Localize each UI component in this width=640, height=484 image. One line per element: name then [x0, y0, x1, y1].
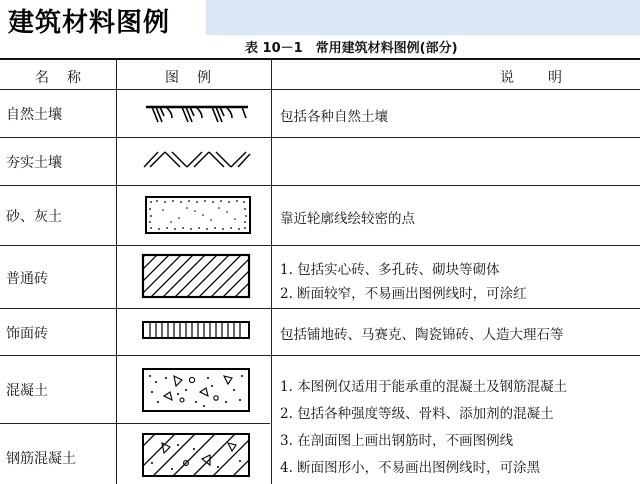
- compacted-soil-hatch-icon: [142, 150, 252, 170]
- row-rule: [0, 423, 270, 424]
- natural-soil-hatch-icon: [142, 104, 252, 126]
- row-note: 2. 断面较窄，不易画出图例线时，可涂红: [280, 286, 527, 302]
- concrete-note: 4. 断面图形小，不易画出图例线时，可涂黑: [280, 460, 541, 476]
- row-name: 钢筋混凝土: [6, 451, 76, 467]
- row-note: 1. 包括实心砖、多孔砖、砌块等砌体: [280, 262, 500, 278]
- row-name: 普通砖: [6, 271, 48, 287]
- row-rule: [0, 185, 640, 186]
- table-caption: 表 10－1 常用建筑材料图例(部分): [245, 41, 458, 56]
- column-header-legend: 图 例: [165, 70, 213, 86]
- row-rule: [0, 137, 640, 138]
- sand-lime-dots-icon: [145, 196, 251, 234]
- row-name: 混凝土: [6, 383, 48, 399]
- row-name: 自然土壤: [6, 107, 62, 123]
- row-note: 包括铺地砖、马赛克、陶瓷锦砖、人造大理石等: [280, 327, 564, 343]
- row-rule: [0, 308, 640, 309]
- column-header-note: 说 明: [500, 70, 564, 86]
- column-divider: [116, 58, 117, 484]
- concrete-note: 3. 在剖面图上画出钢筋时，不画图例线: [280, 433, 514, 449]
- table-top-rule: [0, 58, 640, 60]
- row-note: 靠近轮廓线绘较密的点: [280, 211, 415, 227]
- concrete-pattern-icon: [142, 368, 250, 412]
- column-divider: [271, 58, 272, 484]
- concrete-note: 1. 本图例仅适用于能承重的混凝土及钢筋混凝土: [280, 379, 568, 395]
- concrete-note: 2. 包括各种强度等级、骨料、添加剂的混凝土: [280, 406, 554, 422]
- header-rule: [0, 89, 640, 90]
- row-name: 夯实土壤: [6, 155, 62, 171]
- facing-brick-lines-icon: [142, 321, 250, 339]
- brick-hatch-icon: [142, 254, 250, 298]
- reinforced-concrete-pattern-icon: [142, 433, 250, 477]
- column-header-name: 名 称: [35, 70, 83, 86]
- row-rule: [0, 245, 640, 246]
- row-name: 饰面砖: [6, 326, 48, 342]
- row-note: 包括各种自然土壤: [280, 109, 388, 125]
- row-name: 砂、灰土: [6, 209, 62, 225]
- row-rule: [0, 355, 640, 356]
- page-title: 建筑材料图例: [8, 8, 171, 38]
